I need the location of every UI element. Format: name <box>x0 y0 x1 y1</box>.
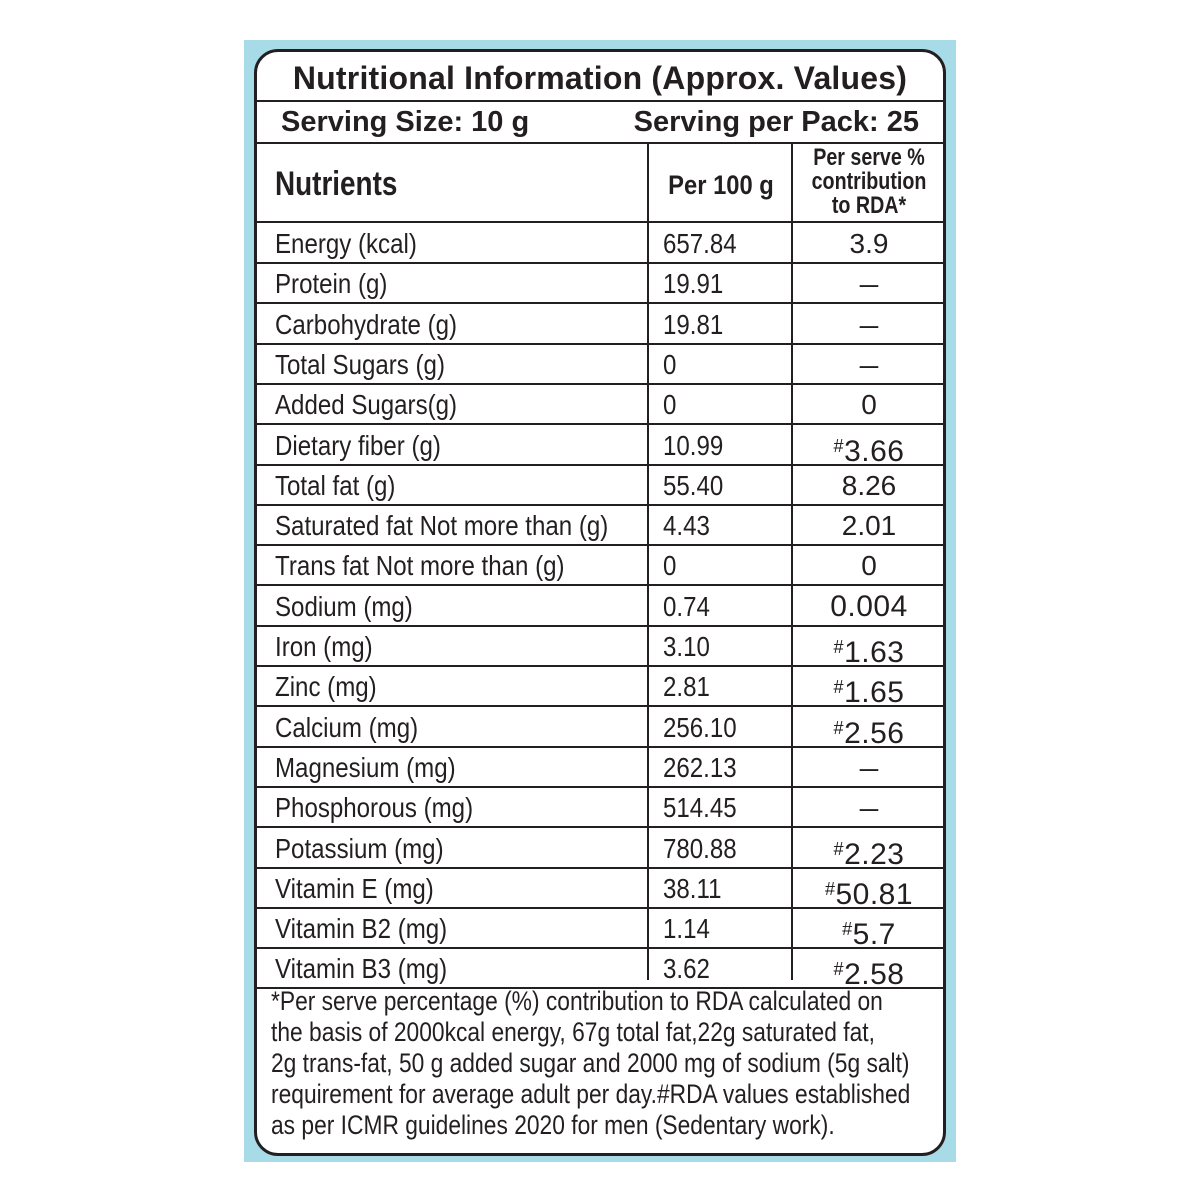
nutrient-name: Protein (g) <box>275 268 388 300</box>
rda-value: – <box>859 348 879 380</box>
nutrient-name: Calcium (mg) <box>275 711 419 743</box>
table-row <box>257 707 943 748</box>
table-row <box>257 425 943 466</box>
rda-value: – <box>859 792 879 824</box>
per-100g-value: 1.14 <box>663 913 710 945</box>
per-100g-value: 0.74 <box>663 590 710 622</box>
table-row <box>257 545 943 586</box>
per-100g-value: 10.99 <box>663 429 724 461</box>
per-100g-value: 514.45 <box>663 792 737 824</box>
nutrient-name: Potassium (mg) <box>275 832 444 864</box>
nutrient-name: Iron (mg) <box>275 631 373 662</box>
rda-marker: # <box>842 919 853 940</box>
nutrient-name: Sodium (mg) <box>275 590 413 622</box>
rda-marker: # <box>833 637 845 657</box>
header-rda-line: to RDA* <box>831 192 907 219</box>
nutrient-name: Vitamin E (mg) <box>275 872 434 904</box>
rda-number: 3.66 <box>844 434 905 468</box>
rda-value: 2.01 <box>841 510 897 542</box>
serving-size: Serving Size: 10 g <box>281 106 530 138</box>
rda-number: 1.65 <box>844 676 905 710</box>
rda-number: 2.56 <box>844 716 905 750</box>
table-row <box>257 344 943 385</box>
rda-number: 50.81 <box>835 877 914 911</box>
header-per-100g: Per 100 g <box>668 170 774 200</box>
nutrient-name: Dietary fiber (g) <box>275 429 441 461</box>
per-100g-value: 0 <box>663 550 677 582</box>
nutrient-name: Added Sugars(g) <box>275 389 458 421</box>
nutrient-name: Total Sugars (g) <box>275 348 445 380</box>
table-row <box>257 747 943 788</box>
rda-number: 2.58 <box>844 958 905 992</box>
nutrient-name: Total fat (g) <box>275 469 396 501</box>
nutrition-panel <box>254 49 946 1156</box>
rda-marker: # <box>833 838 845 859</box>
table-row <box>257 948 943 992</box>
table-row <box>257 223 943 264</box>
per-100g-value: 3.62 <box>663 953 710 985</box>
per-100g-value: 780.88 <box>663 832 737 864</box>
rda-marker: # <box>833 717 845 738</box>
rda-number: 1.63 <box>844 636 905 669</box>
header-rda-line: contribution <box>811 168 927 195</box>
table-row <box>257 787 943 828</box>
rda-marker: # <box>833 959 845 980</box>
table-row <box>257 586 943 627</box>
nutrient-name: Saturated fat Not more than (g) <box>275 510 609 542</box>
rda-number: 2.23 <box>844 837 905 871</box>
nutrient-name: Energy (kcal) <box>275 228 417 259</box>
per-100g-value: 657.84 <box>663 228 737 259</box>
nutrient-name: Zinc (mg) <box>275 671 377 703</box>
table-row <box>257 626 943 667</box>
per-100g-value: 0 <box>663 348 677 380</box>
serving-info <box>257 102 943 144</box>
rda-value: 8.26 <box>841 469 897 501</box>
rda-value: 3.9 <box>849 228 889 259</box>
footnote-line: the basis of 2000kcal energy, 67g total fat,22g saturated fat, <box>271 1017 875 1047</box>
footnote <box>271 986 931 1141</box>
table-row <box>257 908 943 952</box>
per-100g-value: 55.40 <box>663 469 724 501</box>
table-row <box>257 868 943 909</box>
table-row <box>257 666 943 710</box>
per-100g-value: 3.10 <box>663 631 710 662</box>
rda-number: 5.7 <box>852 918 896 952</box>
nutrient-name: Magnesium (mg) <box>275 751 456 783</box>
footnote-line: *Per serve percentage (%) contribution to RDA calculated on <box>271 986 883 1016</box>
per-100g-value: 256.10 <box>663 711 737 743</box>
header-rda <box>808 146 929 218</box>
rda-value: 0 <box>861 550 877 582</box>
per-100g-value: 19.81 <box>663 308 724 340</box>
per-100g-value: 2.81 <box>663 671 710 703</box>
nutrient-name: Trans fat Not more than (g) <box>275 550 565 582</box>
rda-marker: # <box>833 677 845 698</box>
nutrient-name: Vitamin B2 (mg) <box>275 913 448 945</box>
header-nutrients: Nutrients <box>275 165 398 203</box>
per-100g-value: 38.11 <box>663 872 722 904</box>
table-row <box>257 505 943 546</box>
table-row <box>257 304 943 345</box>
rda-value: – <box>859 268 879 300</box>
footnote-line: as per ICMR guidelines 2020 for men (Sedentary work). <box>271 1110 835 1140</box>
table-row <box>257 828 943 869</box>
footnote-line: 2g trans-fat, 50 g added sugar and 2000 mg of sodium (5g salt) <box>271 1048 910 1078</box>
rda-value: 0 <box>861 389 877 421</box>
per-100g-value: 0 <box>663 389 677 421</box>
table-row <box>257 263 943 304</box>
per-100g-value: 4.43 <box>663 510 710 542</box>
rda-value: – <box>859 308 879 340</box>
rda-value: 0.004 <box>830 589 908 623</box>
table-header <box>257 144 943 223</box>
per-100g-value: 262.13 <box>663 751 737 783</box>
per-100g-value: 19.91 <box>663 268 724 300</box>
nutrient-name: Phosphorous (mg) <box>275 792 474 824</box>
header-rda-line: Per serve % <box>813 144 925 171</box>
table-row <box>257 465 943 506</box>
panel-title: Nutritional Information (Approx. Values) <box>257 52 943 102</box>
footnote-line: requirement for average adult per day.#RDA values established <box>271 1079 911 1109</box>
rda-marker: # <box>833 435 845 456</box>
rda-marker: # <box>824 878 836 899</box>
label-frame <box>244 40 956 1162</box>
table-row <box>257 384 943 425</box>
nutrient-name: Carbohydrate (g) <box>275 308 458 340</box>
serving-per-pack: Serving per Pack: 25 <box>633 106 919 138</box>
rda-value: – <box>859 751 879 783</box>
nutrient-name: Vitamin B3 (mg) <box>275 953 448 985</box>
